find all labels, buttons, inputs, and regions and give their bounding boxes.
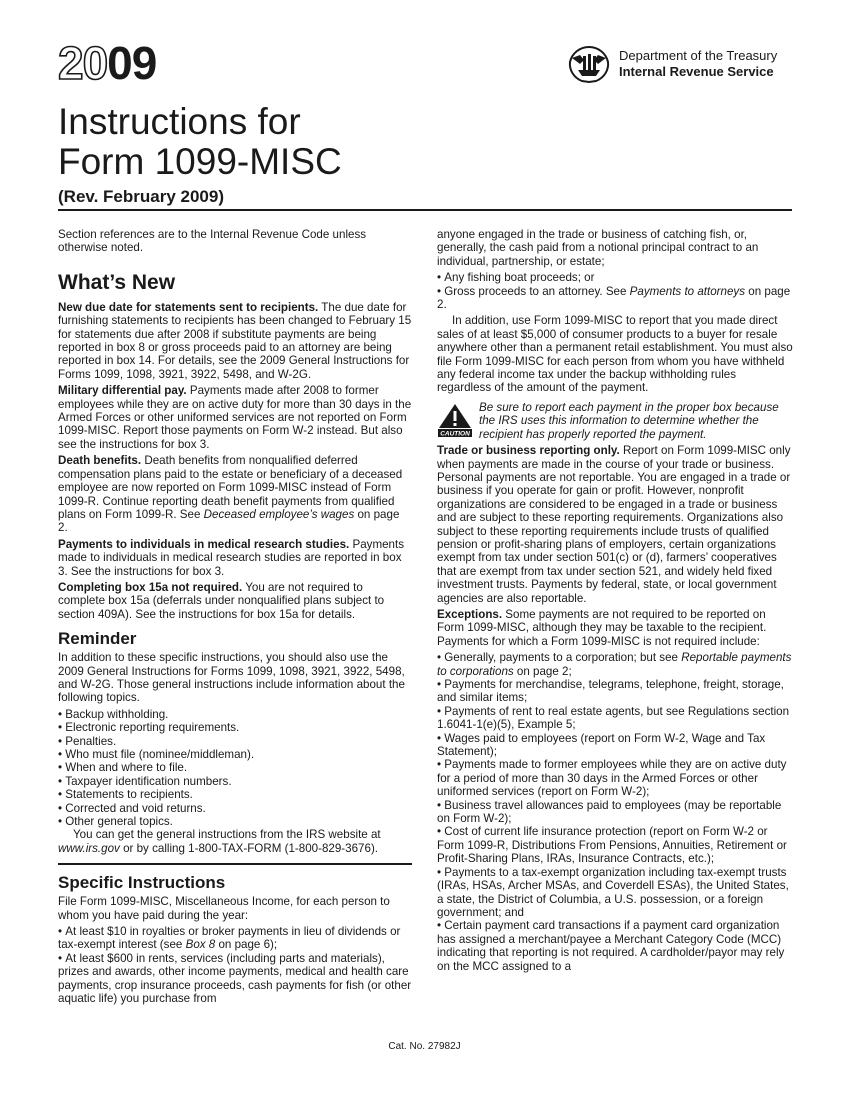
box15a-paragraph (58, 581, 412, 621)
year-solid-digits: 09 (107, 37, 157, 89)
website-paragraph (58, 828, 412, 855)
agency-name: Internal Revenue Service (619, 64, 774, 79)
list-item: • Payments to a tax-exempt organization including tax-exempt trusts (IRAs, HSAs, Archer MSAs, and Coverdell ESAs), the United States, a state, the District of Columbia, a U.S. possession, or a foreign government; and (437, 866, 793, 920)
list-item: • Payments made to former employees while they are on active duty for a period of more than 30 days in the Armed Forces or other uniformed services (report on Form W-2); (437, 758, 793, 798)
revision-date: (Rev. February 2009) (58, 187, 224, 206)
whats-new-heading: What’s New (58, 270, 176, 294)
new-due-date-text: The due date for furnishing statements to recipients has been changed to February 15 for statements due after 2008 if substitute payments are being reported in box 8 or gross proceeds paid to an attorney are being reported in box 14. For details, see the 2009 General Instructions for Forms 1099, 1098, 3921, 3922, 5498, and W-2G. (58, 300, 412, 381)
list-item: • Certain payment card transactions if a payment card organization has assigned a merchant/payee a Merchant Category Code (MCC) indicating that reporting is not required. A cardholder/payor may rely on the MCC assigned to a (437, 919, 793, 973)
attorney-pre: Gross proceeds to an attorney. See (444, 284, 630, 298)
attorney-ref: Payments to attorneys (629, 284, 746, 298)
caution-label: CAUTION (440, 430, 470, 437)
title-line-2: Form 1099-MISC (58, 141, 342, 182)
specific-b1-pre: At least $10 in royalties or broker payments in lieu of dividends or tax-exempt interest (see (58, 925, 401, 952)
medical-lead: Payments to individuals in medical research studies. (58, 537, 350, 551)
trade-lead: Trade or business reporting only. (437, 444, 620, 458)
specific-instructions-heading: Specific Instructions (58, 873, 226, 893)
form-year (58, 37, 157, 89)
irs-website-link[interactable]: www.irs.gov (58, 841, 120, 855)
intro-note: Section references are to the Internal Revenue Code unless otherwise noted. (58, 228, 367, 255)
list-item: • Corrected and void returns. (58, 802, 412, 815)
medical-paragraph (58, 538, 412, 578)
exceptions-paragraph (437, 608, 793, 648)
new-due-date-paragraph (58, 301, 412, 381)
reminder-text: In addition to these specific instructions, you should also use the 2009 General Instructions for Forms 1099, 1098, 3921, 3922, 5498, and W-2G. Those general instructions include information about the following topics. (58, 651, 405, 705)
death-ref: Deceased employee’s wages (203, 507, 355, 521)
exceptions-lead: Exceptions. (437, 607, 503, 621)
list-item: • Payments for merchandise, telegrams, telephone, freight, storage, and similar items; (437, 678, 793, 705)
death-text: Death benefits from nonqualified deferred compensation plans paid to the estate or beneficiary of a deceased employee are now reported on Form 1099-MISC instead of Form 1099-R. Continue reporting death benefit payments from qualified plans on Form 1099-R. See (58, 454, 403, 521)
ex-b1-ref: Reportable payments to corporations (437, 651, 792, 678)
trade-text: Report on Form 1099-MISC only when payments are made in the course of your trade or business. Personal payments are not reportable. You are engaged in a trade or business if you operate for gain or profit. However, nonprofit organizations are considered to be engaged in a trade or business and are subject to these reporting requirements. Organizations also subject to these reporting requirements include trusts of qualified pension or profit-sharing plans of employers, certain organizations exempt from tax under section 501(c) or (d), farmers’ cooperatives that are exempt from tax under section 521, and widely held fixed investment trusts. Payments by federal, state, or local government agencies are also reportable. (437, 444, 791, 605)
irs-eagle-logo-icon (566, 44, 612, 84)
catalog-number: Cat. No. 27982J (388, 1041, 461, 1052)
list-item: • Taxpayer identification numbers. (58, 775, 412, 788)
caution-note (437, 401, 793, 441)
box15a-text: You are not required to complete box 15a (deferrals under nonqualified plans subject to section 409A). See the instructions for box 15a for details. (58, 580, 385, 621)
reminder-list (58, 708, 412, 829)
list-item: • At least $600 in rents, services (including parts and materials), prizes and awards, other income payments, medical and health care payments, crop insurance proceeds, cash payments for fish (or other aquatic life) you purchase from (58, 952, 412, 1006)
list-item: • Cost of current life insurance protection (report on Form W-2 or Form 1099-R, Distributions From Pensions, Annuities, Retirement or Profit-Sharing Plans, IRAs, Insurance Contracts, etc.); (437, 825, 793, 865)
ex-b1-pre: Generally, payments to a corporation; but see (444, 651, 682, 665)
website-pre: You can get the general instructions from the IRS website at (73, 828, 381, 842)
list-item: • Penalties. (58, 735, 412, 748)
death-benefits-paragraph (58, 454, 412, 534)
medical-text: Payments made to individuals in medical research studies are reported in box 3. See the instructions for box 3. (58, 537, 405, 578)
left-column (58, 228, 412, 1006)
military-lead: Military differential pay. (58, 384, 187, 398)
page-title (58, 102, 342, 182)
death-lead: Death benefits. (58, 454, 142, 468)
specific-b1-post: on page 6); (215, 938, 278, 952)
agency-department: Department of the Treasury (619, 48, 778, 63)
exceptions-text: Some payments are not required to be reported on Form 1099-MISC, although they may be taxable to the recipient. Payments for which a Form 1099-MISC is not required include: (437, 607, 767, 648)
list-item: • Other general topics. (58, 815, 412, 828)
list-item: • Payments of rent to real estate agents, but see Regulations section 1.6041-1(e)(5), Example 5; (437, 705, 793, 732)
box8-ref: Box 8 (185, 938, 216, 952)
list-item (437, 285, 793, 312)
continued-text: anyone engaged in the trade or business of catching fish, or, generally, the cash paid from a notional principal contract to an individual, partnership, or estate; (437, 228, 759, 268)
reminder-heading: Reminder (58, 629, 137, 649)
box15a-lead: Completing box 15a not required. (58, 580, 243, 594)
new-due-date-lead: New due date for statements sent to recipients. (58, 300, 319, 314)
list-item (58, 925, 412, 952)
list-item: • Any fishing boat proceeds; or (437, 271, 793, 284)
ex-b1-post: on page 2; (513, 664, 572, 678)
trade-business-paragraph (437, 444, 793, 605)
year-outline-digits: 20 (58, 37, 108, 89)
military-text: Payments made after 2008 to former employees while they are on active duty for more than 30 days in the Armed Forces or other uniformed services are not reported on Form 1099-MISC. Report those payments on Form W-2 instead. But also see the instructions for box 3. (58, 384, 412, 451)
section-divider (58, 863, 412, 865)
list-item: • When and where to file. (58, 761, 412, 774)
list-item: • Business travel allowances paid to employees (may be reportable on Form W-2); (437, 799, 793, 826)
death-tail: on page 2. (58, 507, 400, 535)
title-line-1: Instructions for (58, 101, 301, 142)
website-post: or by calling 1-800-TAX-FORM (1-800-829-3676). (119, 841, 379, 855)
header-divider (58, 209, 792, 211)
list-item: • Wages paid to employees (report on Form W-2, Wage and Tax Statement); (437, 732, 793, 759)
right-column (437, 228, 793, 973)
list-item: • Backup withholding. (58, 708, 412, 721)
military-paragraph (58, 384, 412, 451)
list-item: • Electronic reporting requirements. (58, 721, 412, 734)
list-item (437, 651, 793, 678)
list-item: • Who must file (nominee/middleman). (58, 748, 412, 761)
list-item: • Statements to recipients. (58, 788, 412, 801)
direct-sales-paragraph: In addition, use Form 1099-MISC to report that you made direct sales of at least $5,000 of consumer products to a buyer for resale anywhere other than a permanent retail establishment. You must also file Form 1099-MISC for each person from whom you have withheld any federal income tax under the backup withholding rules regardless of the amount of the payment. (437, 314, 793, 395)
attorney-post: on page 2. (437, 284, 791, 312)
caution-text: Be sure to report each payment in the proper box because the IRS uses this information to determine whether the recipient has properly reported the payment. (479, 400, 779, 441)
specific-text: File Form 1099-MISC, Miscellaneous Income, for each person to whom you have paid during the year: (58, 895, 390, 922)
caution-icon (437, 403, 473, 437)
